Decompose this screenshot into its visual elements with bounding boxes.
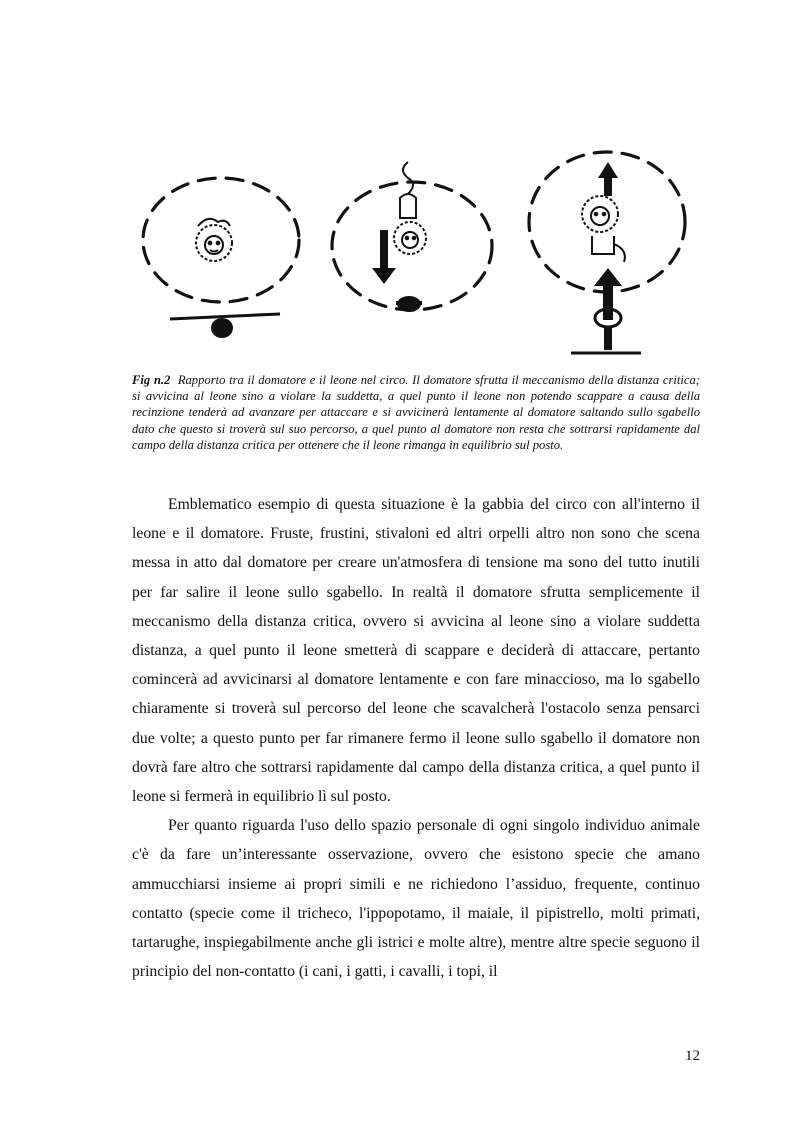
figure-caption	[132, 372, 700, 453]
tamer-icon	[211, 318, 233, 338]
lion-tamer-illustration	[130, 150, 700, 365]
lion-icon	[394, 162, 426, 254]
lion-tamer-figure	[130, 150, 700, 365]
page-number: 12	[685, 1048, 700, 1064]
body-text	[132, 490, 700, 986]
figure-caption-text: Rapporto tra il domatore e il leone nel circo. Il domatore sfrutta il meccanismo della distanza critica; si avvicina al leone sino a violare la suddetta, a quel punto il leone non potendo scappare a causa della recinzione tenderà ad avanzare per attaccare e si avvicinerà lentamente al domatore saltando sullo sgabello dato che questo si troverà sul suo percorso, a quel punto al domatore non resta che sottrarsi rapidamente dal campo della distanza critica per ottenere che il leone rimanga in equilibrio sul posto.	[132, 373, 701, 452]
figure-label: Fig n.2	[132, 373, 171, 387]
lion-icon	[196, 219, 232, 261]
paragraph: Per quanto riguarda l'uso dello spazio personale di ogni singolo individuo animale c'è da fare un’interessante osservazione, ovvero che esistono specie che amano ammucchiarsi insieme ai propri simili e ne richiedono l’assiduo, frequente, continuo contatto (specie come il tricheco, l'ippopotamo, il maiale, il pipistrello, molti primati, tartarughe, inspiegabilmente anche gli istrici e molte altre), mentre altre specie seguono il principio del non-contatto (i cani, i gatti, i cavalli, i topi, il	[132, 817, 700, 981]
arrow-down-icon	[372, 230, 396, 284]
critical-distance-circle-2	[332, 182, 492, 310]
lion-icon	[582, 196, 625, 262]
paragraph: Emblematico esempio di questa situazione è la gabbia del circo con all'interno il leone e il domatore. Fruste, frustini, stivaloni ed altri orpelli altro non sono che scena messa in atto dal domatore per creare un'atmosfera di tensione ma sono del tutto inutili per far salire il leone sullo sgabello. In realtà il domatore sfrutta semplicemente il meccanismo della distanza critica, ovvero si avvicina al leone sino a violare suddetta distanza, a quel punto il leone smetterà di scappare e deciderà di attaccare, pertanto comincerà ad avvicinarsi al domatore lentamente e con fare minaccioso, ma lo sgabello chiaramente si troverà sul percorso del leone che scavalcherà l'ostacolo senza pensarci due volte; a questo punto per far rimanere fermo il leone sullo sgabello il domatore non dovrà fare altro che sottrarsi rapidamente dal campo della distanza critica, a quel punto il leone si fermerà in equilibrio lì sul posto.	[132, 496, 700, 806]
arrow-up-icon	[598, 162, 618, 196]
